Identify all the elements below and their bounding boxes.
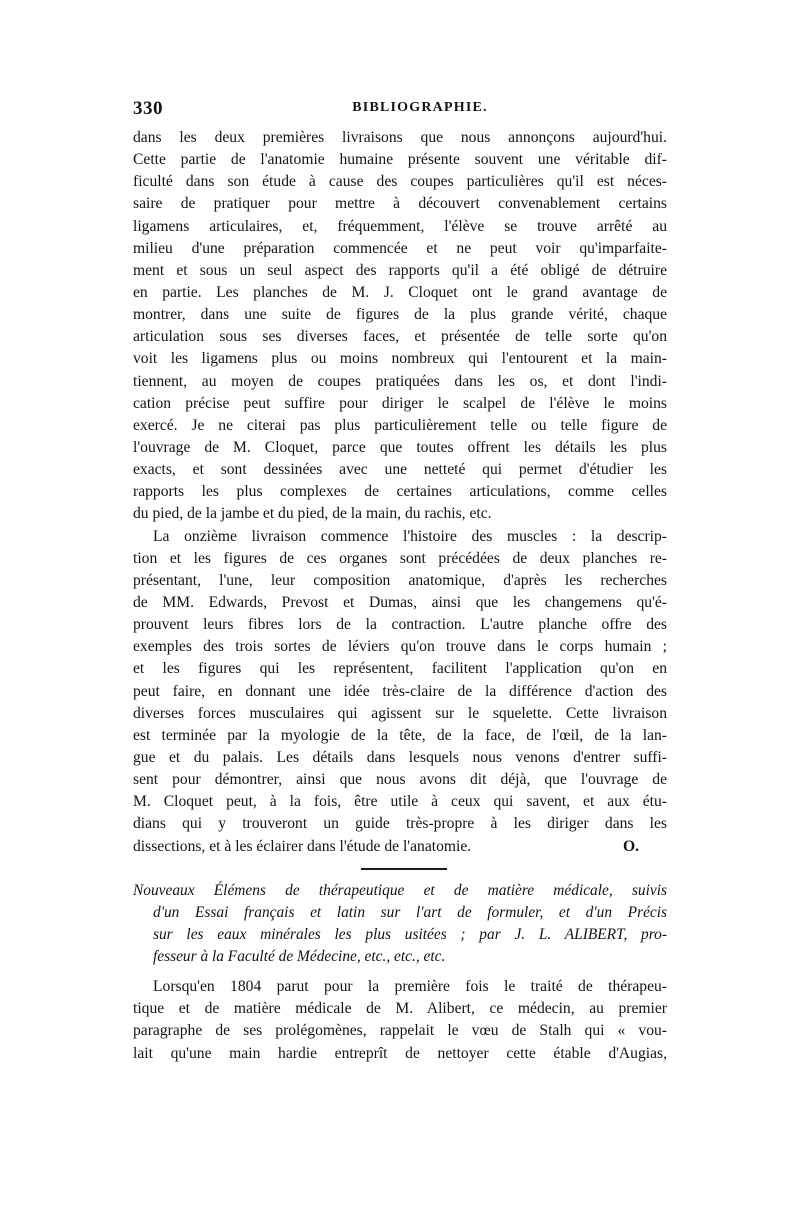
text-line: dans les deux premières livraisons que nous annonçons aujourd'hui. — [133, 129, 667, 146]
text-line: gue et du palais. Les détails dans lesquels nous venons d'entrer suffi- — [133, 748, 667, 766]
text-line: lait qu'une main hardie entreprît de nettoyer cette étable d'Augias, — [133, 1044, 667, 1062]
text-line: peut faire, en donnant une idée très-claire de la différence d'action des — [133, 682, 667, 700]
text-line: ligamens articulaires, et, fréquemment, l'élève se trouve arrêté au — [133, 217, 667, 235]
closing-line — [133, 836, 667, 858]
text-line: Cette partie de l'anatomie humaine présente souvent une véritable dif- — [133, 151, 667, 169]
text-line: montrer, dans une suite de figures de la plus grande vérité, chaque — [133, 306, 667, 324]
text-line: La onzième livraison commence l'histoire des muscles : la descrip- — [153, 527, 667, 545]
text-line: est terminée par la myologie de la tête, de la face, de l'œil, de la lan- — [133, 726, 667, 744]
text-line: sent pour démontrer, ainsi que nous avons dit déjà, que l'ouvrage de — [133, 771, 667, 789]
text-line: prouvent leurs fibres lors de la contraction. L'autre planche offre des — [133, 616, 667, 634]
text-line: tion et les figures de ces organes sont précédées de deux planches re- — [133, 549, 667, 567]
text-line: exacts, et sont dessinées avec une netteté qui permet d'étudier les — [133, 461, 667, 479]
title-line: sur les eaux minérales les plus usitées ; par J. L. ALIBERT, pro- — [153, 925, 667, 943]
section-divider — [133, 858, 667, 878]
text-line: voit les ligamens plus ou moins nombreux qui l'entourent et la main- — [133, 350, 667, 368]
text-line: Lorsqu'en 1804 parut pour la première fois le traité de thérapeu- — [153, 978, 667, 996]
text-line: diverses forces musculaires qui agissent sur le squelette. Cette livraison — [133, 704, 667, 722]
text-line: ment et sous un seul aspect des rapports qu'il a été obligé de détruire — [133, 261, 667, 279]
text-line: exemples des trois sortes de léviers qu'on trouve dans le corps humain ; — [133, 638, 667, 656]
review-title — [133, 880, 667, 969]
text-line: du pied, de la jambe et du pied, de la main, du rachis, etc. — [133, 505, 492, 523]
text-line: cation précise peut suffire pour diriger le scalpel de l'élève le moins — [133, 394, 667, 412]
text-line: l'ouvrage de M. Cloquet, parce que toutes offrent les détails les plus — [133, 438, 667, 456]
text-line: tique et de matière médicale de M. Alibert, ce médecin, au premier — [133, 1000, 667, 1018]
title-line: d'un Essai français et latin sur l'art de formuler, et d'un Précis — [153, 903, 667, 921]
paragraph-alibert — [133, 976, 667, 1065]
text-line: en partie. Les planches de M. J. Cloquet ont le grand avantage de — [133, 283, 667, 301]
page-header — [133, 98, 667, 122]
text-line: M. Cloquet peut, à la fois, être utile à ceux qui savent, et aux étu- — [133, 793, 667, 811]
running-head: BIBLIOGRAPHIE. — [352, 100, 488, 115]
text-line: dissections, et à les éclairer dans l'étude de l'anatomie. — [133, 837, 472, 855]
title-line: fesseur à la Faculté de Médecine, etc., etc., etc. — [153, 948, 446, 966]
author-signature: O. — [622, 837, 639, 855]
paragraph-onzieme-livraison — [133, 526, 667, 858]
text-line: rapports les plus complexes de certaines articulations, comme celles — [133, 483, 667, 501]
text-line: tiennent, au moyen de coupes pratiquées dans les os, et dont l'indi- — [133, 372, 667, 390]
text-line: paragraphe de ses prolégomènes, rappelait le vœu de Stalh qui « vou- — [133, 1022, 667, 1040]
text-line: présentant, l'une, leur composition anatomique, d'après les recherches — [133, 571, 667, 589]
text-line: et les figures qui les représentent, facilitent l'application qu'on en — [133, 660, 667, 678]
page-number: 330 — [133, 98, 163, 119]
text-line: exercé. Je ne citerai pas plus particulièrement telle ou telle figure de — [133, 416, 667, 434]
text-line: articulation sous ses diverses faces, et présentée de telle sorte qu'on — [133, 328, 667, 346]
title-line: Nouveaux Élémens de thérapeutique et de matière médicale, suivis — [133, 881, 667, 899]
divider-rule — [361, 868, 447, 870]
text-line: de MM. Edwards, Prevost et Dumas, ainsi que les changemens qu'é- — [133, 593, 667, 611]
text-line: dians qui y trouveront un guide très-propre à les diriger dans les — [133, 815, 667, 833]
text-line: ficulté dans son étude à cause des coupes particulières qu'il est néces- — [133, 173, 667, 191]
text-line: saire de pratiquer pour mettre à découvert convenablement certains — [133, 195, 667, 213]
text-line: milieu d'une préparation commencée et ne peut voir qu'imparfaite- — [133, 239, 667, 257]
paragraph-cloquet-articulations — [133, 127, 667, 526]
body-text — [133, 127, 667, 1065]
